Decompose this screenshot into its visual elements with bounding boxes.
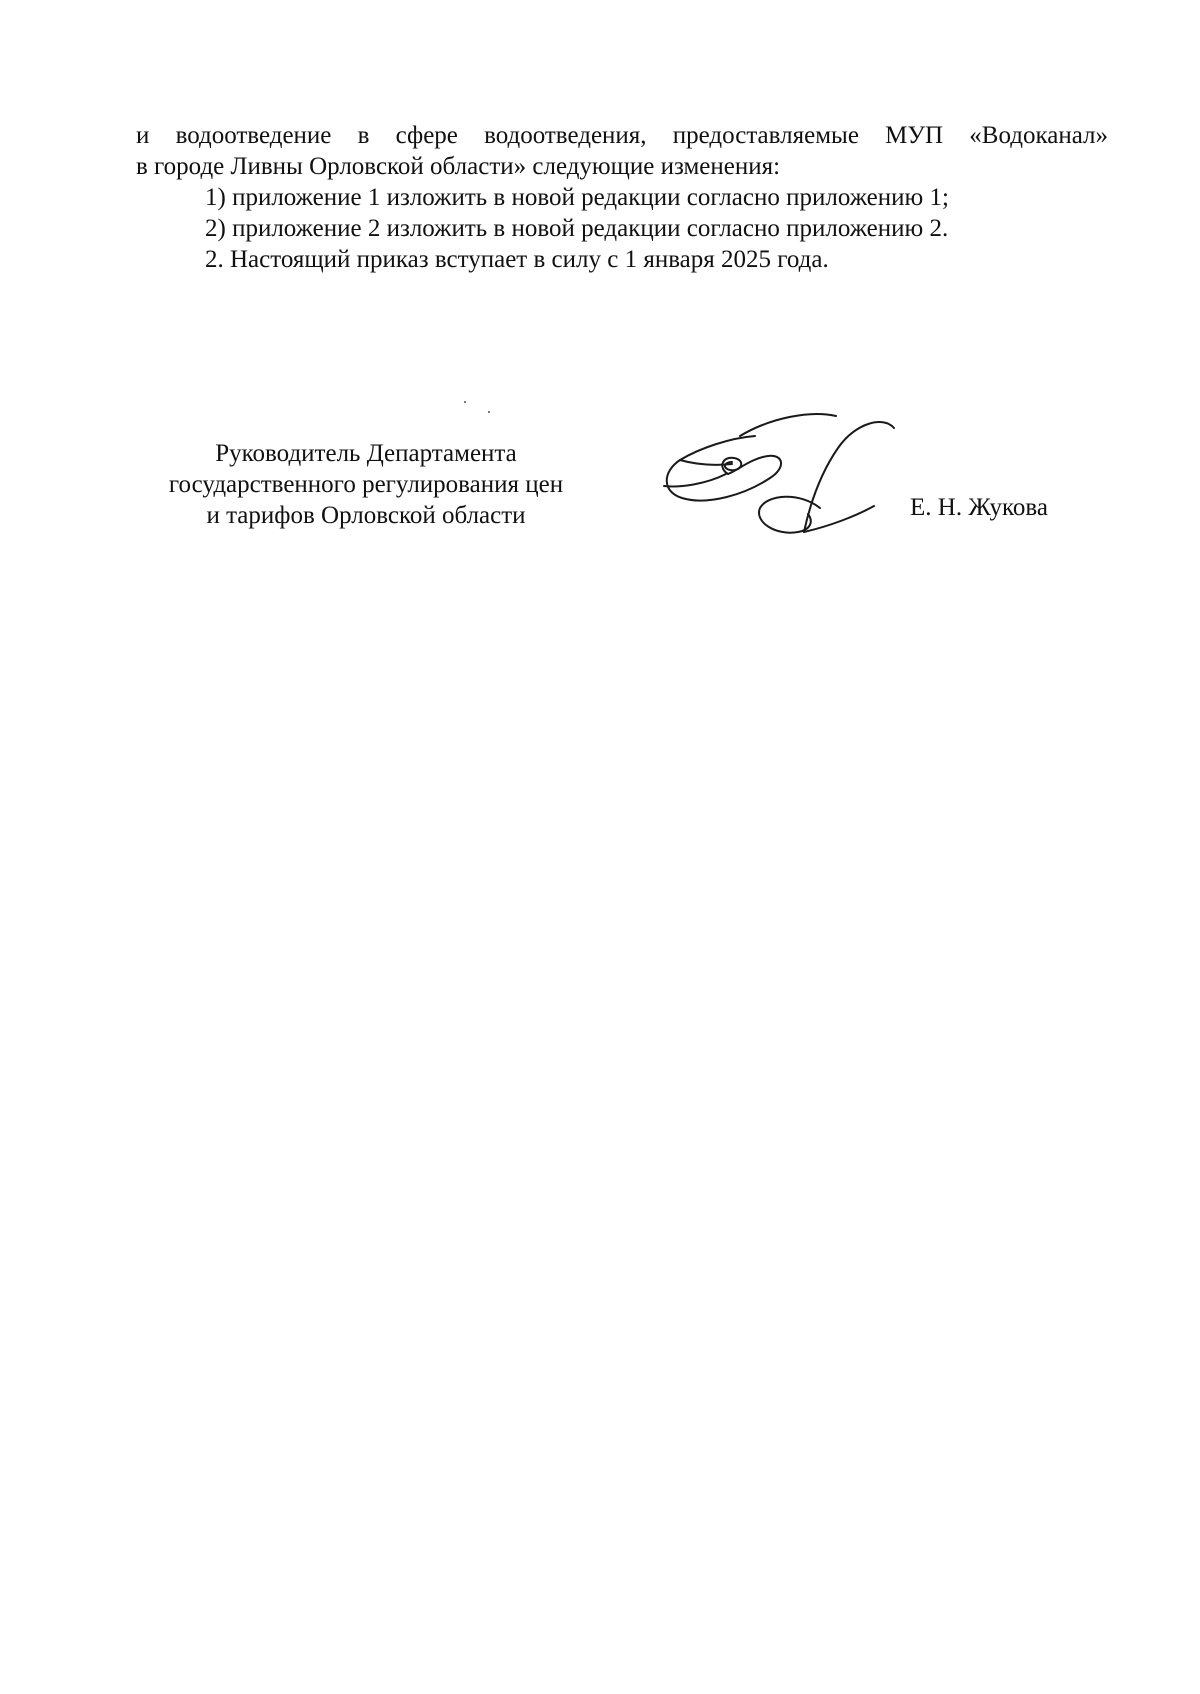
position-line: государственного регулирования цен — [168, 471, 564, 498]
effective-date-clause: 2. Настоящий приказ вступает в силу с 1 января 2025 года. — [205, 246, 829, 273]
handwritten-signature-icon — [660, 408, 900, 548]
list-item-appendix-2: 2) приложение 2 изложить в новой редакции согласно приложению 2. — [205, 215, 949, 242]
signatory-position — [136, 438, 596, 531]
body-line: в городе Ливны Орловской области» следующие изменения: — [136, 153, 781, 180]
position-line: Руководитель Департамента — [215, 440, 517, 467]
list-item-appendix-1: 1) приложение 1 изложить в новой редакции согласно приложению 1; — [205, 184, 949, 211]
signer-name: Е. Н. Жукова — [910, 494, 1048, 521]
scan-speck — [464, 401, 466, 403]
body-line: и водоотведение в сфере водоотведения, предоставляемые МУП «Водоканал» — [136, 122, 1108, 149]
document-body — [136, 120, 1108, 275]
position-line: и тарифов Орловской области — [206, 502, 526, 529]
scan-speck — [488, 411, 490, 413]
